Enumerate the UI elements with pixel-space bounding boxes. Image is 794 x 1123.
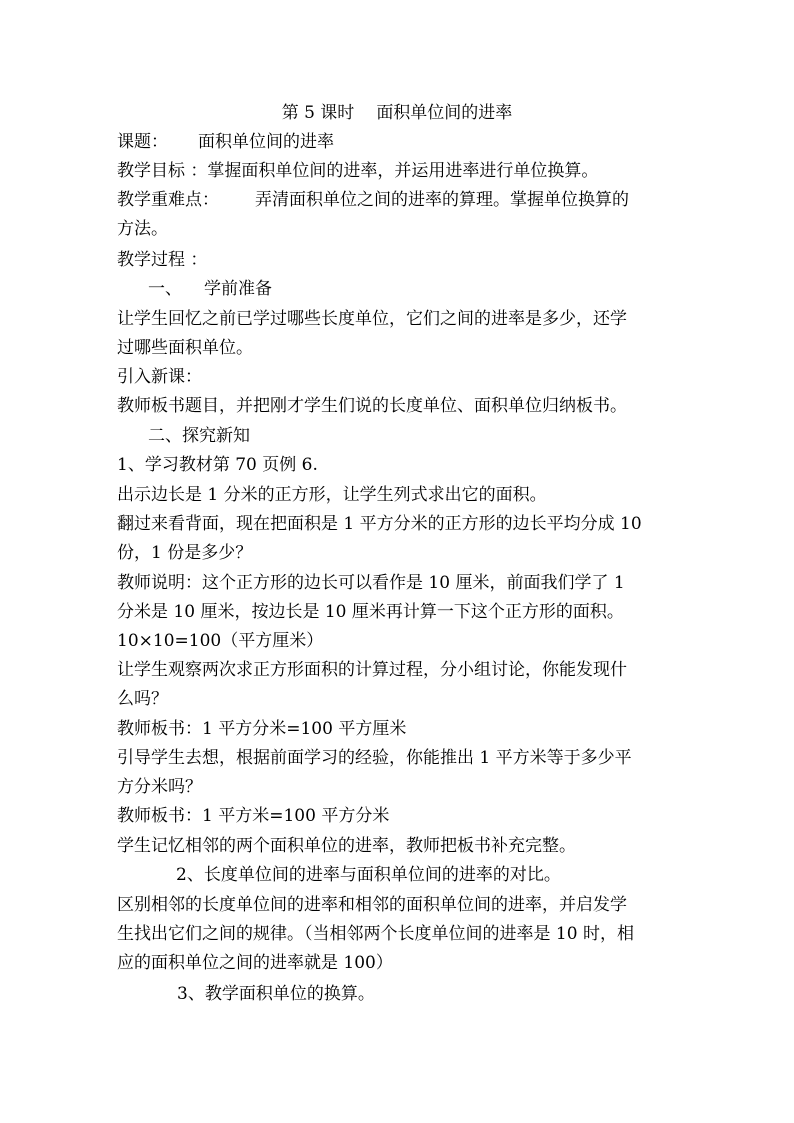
section-1-number: 一、 — [148, 279, 182, 299]
paragraph-line: 方分米吗？ — [117, 777, 202, 797]
item-1-heading: 1、学习教材第 70 页例 6. — [117, 455, 318, 475]
section-1-title: 学前准备 — [204, 279, 272, 299]
board-note-1: 教师板书：1 平方分米=100 平方厘米 — [117, 719, 407, 739]
paragraph-line: 出示边长是 1 分米的正方形，让学生列式求出它的面积。 — [117, 485, 547, 505]
section-2-heading: 二、探究新知 — [148, 426, 250, 446]
paragraph-line: 让学生回忆之前已学过哪些长度单位，它们之间的进率是多少，还学 — [117, 309, 627, 329]
key-difficulty-line — [117, 190, 629, 210]
paragraph-line: 教师说明：这个正方形的边长可以看作是 10 厘米，前面我们学了 1 — [117, 573, 625, 593]
paragraph-line: 么吗？ — [117, 689, 168, 709]
paragraph-line: 翻过来看背面，现在把面积是 1 平方分米的正方形的边长平均分成 10 — [117, 514, 642, 534]
subject-line — [117, 132, 334, 152]
paragraph-line: 学生记忆相邻的两个面积单位的进率，教师把板书补充完整。 — [117, 836, 576, 856]
board-note-2: 教师板书：1 平方米=100 平方分米 — [117, 806, 390, 826]
item-3-heading: 3、教学面积单位的换算。 — [177, 984, 375, 1004]
key-difficulty-label: 教学重难点： — [117, 190, 219, 210]
intro-heading: 引入新课： — [117, 367, 202, 387]
lesson-number: 第 5 课时 — [281, 103, 355, 123]
lesson-title — [0, 103, 794, 123]
teaching-goal: 教学目标 ：掌握面积单位间的进率，并运用进率进行单位换算。 — [117, 161, 599, 181]
lesson-topic: 面积单位间的进率 — [376, 103, 513, 123]
paragraph-line: 分米是 10 厘米，按边长是 10 厘米再计算一下这个正方形的面积。 — [117, 602, 624, 622]
paragraph-line: 让学生观察两次求正方形面积的计算过程，分小组讨论，你能发现什 — [117, 660, 627, 680]
process-heading: 教学过程 ： — [117, 250, 208, 270]
item-2-heading: 2、长度单位间的进率与面积单位间的进率的对比。 — [176, 865, 561, 885]
paragraph-line: 应的面积单位之间的进率就是 100） — [117, 953, 393, 973]
paragraph-line: 教师板书题目，并把刚才学生们说的长度单位、面积单位归纳板书。 — [117, 396, 627, 416]
key-difficulty-value: 弄清面积单位之间的进率的算理。掌握单位换算的 — [255, 190, 629, 210]
key-difficulty-continuation: 方法。 — [117, 219, 168, 239]
paragraph-line: 区别相邻的长度单位间的进率和相邻的面积单位间的进率，并启发学 — [117, 895, 627, 915]
formula-line: 10×10=100（平方厘米） — [117, 631, 324, 651]
section-1-heading — [148, 279, 272, 299]
subject-value: 面积单位间的进率 — [198, 132, 334, 152]
paragraph-line: 引导学生去想，根据前面学习的经验，你能推出 1 平方米等于多少平 — [117, 748, 632, 768]
paragraph-line: 过哪些面积单位。 — [117, 338, 253, 358]
paragraph-line: 生找出它们之间的规律。（当相邻两个长度单位间的进率是 10 时，相 — [117, 924, 634, 944]
paragraph-line: 份，1 份是多少？ — [117, 543, 253, 563]
subject-label: 课题： — [117, 132, 168, 152]
